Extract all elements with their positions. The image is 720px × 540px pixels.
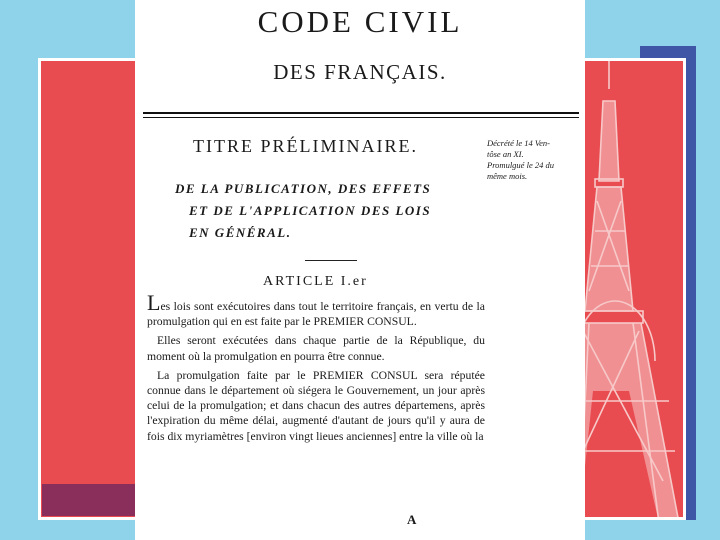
section-subtitle-line: DE LA PUBLICATION, DES EFFETS — [175, 181, 432, 196]
margin-note-line: Promulgué le 24 du — [487, 160, 554, 170]
paragraph-text: Elles seront exécutées dans chaque partie de la République, du moment où la promulgation en pourra être connue. — [147, 334, 485, 363]
double-rule-bottom — [143, 117, 579, 118]
article-heading: ARTICLE I.er — [263, 274, 368, 289]
section-subtitle-line: ET DE L'APPLICATION DES LOIS — [189, 203, 432, 218]
decorative-frame-right — [576, 58, 686, 520]
eiffel-tower-icon — [579, 61, 686, 520]
margin-note-line: même mois. — [487, 171, 528, 181]
section-subtitle-line: EN GÉNÉRAL. — [189, 225, 292, 240]
double-rule-top — [143, 112, 579, 114]
paragraph — [147, 290, 485, 329]
document-subtitle: DES FRANÇAIS. — [273, 60, 447, 84]
paragraph-text: es lois sont exécutoires dans tout le territoire français, en vertu de la promulgation qui en est faite par le PREMIER CONSUL. — [147, 300, 485, 329]
section-divider — [305, 260, 357, 261]
page-signature: A — [407, 512, 417, 527]
paragraph-text: La promulgation faite par le PREMIER CONSUL sera réputée connue dans le département où siégera le Gouvernement, un jour après celui de la promulgation; et dans chacun des autres départemens, après l'expiration du même délai, augmenté d'autant de jours qu'il y aura de fois dix myriamètres [environ vingt lieues anciennes] entre la ville où la — [147, 368, 485, 443]
section-subtitle — [175, 178, 495, 244]
section-title: TITRE PRÉLIMINAIRE. — [193, 136, 418, 156]
margin-note-line: tôse an XI. — [487, 149, 524, 159]
document-page — [135, 0, 585, 540]
decorative-frame-left — [38, 58, 150, 520]
margin-note-line: Décrété le 14 Ven- — [487, 138, 551, 148]
margin-note — [487, 138, 583, 182]
decorative-frame-left-accent — [42, 484, 142, 516]
paragraph — [147, 333, 485, 363]
document-title: CODE CIVIL — [257, 4, 463, 39]
paragraph — [147, 368, 485, 444]
article-body — [147, 290, 485, 448]
drop-cap: L — [147, 290, 161, 315]
